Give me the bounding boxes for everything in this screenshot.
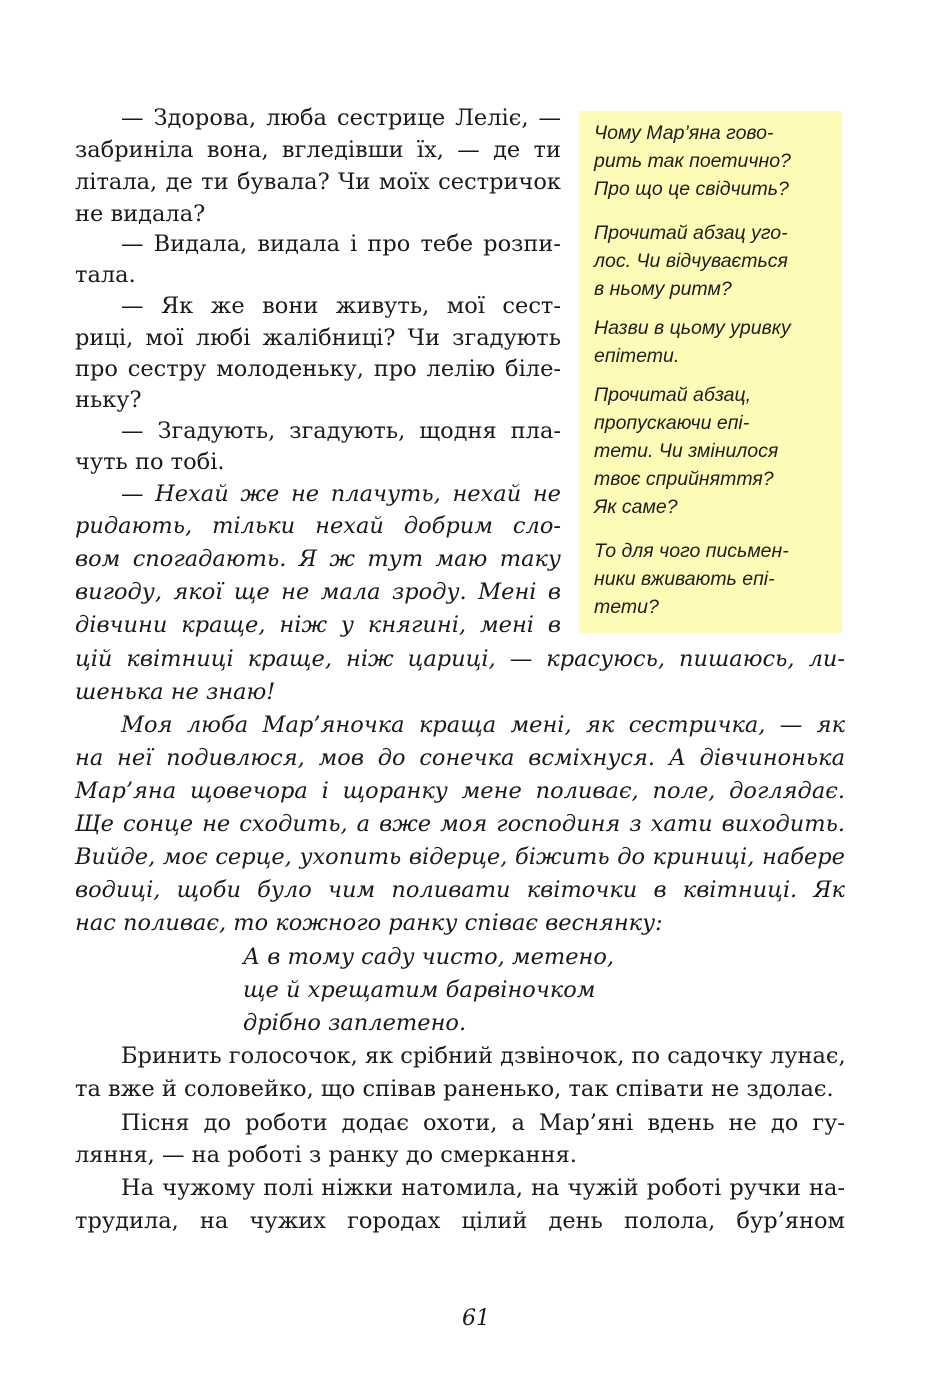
text-line: вигоду, якої ще не мала зроду. Мені в <box>75 579 561 605</box>
sidebar-line: Назви в цьому уривку <box>594 317 791 339</box>
text-line: Вийде, моє серце, ухопить відерце, біжить до криниці, набере <box>75 844 845 870</box>
text-line: Пісня до роботи додає охоти, а Мар’яні вдень не до гу- <box>121 1110 845 1136</box>
text-line: трудила, на чужих городах цілий день полола, бур’яном <box>75 1208 845 1234</box>
text-line: не видала? <box>75 201 206 227</box>
text-line: ляння, — на роботі з ранку до смеркання. <box>75 1142 577 1168</box>
text-line: водиці, щоби було чим поливати квіточки в квітниці. Як <box>75 877 845 903</box>
sidebar-line: лос. Чи відчувається <box>594 250 788 272</box>
verse-line: дрібно заплетено. <box>243 1010 467 1036</box>
text-line: — Як же вони живуть, мої сест- <box>121 293 561 319</box>
text-line: — Видала, видала і про тебе розпи- <box>121 231 561 257</box>
text-line: риці, мої любі жалібниці? Чи згадують <box>75 325 561 351</box>
text-line: — Нехай же не плачуть, нехай не <box>121 481 561 507</box>
text-line: тала. <box>75 262 136 288</box>
text-line: цій квітниці краще, ніж цариці, — красуюсь, пишаюсь, ли- <box>75 646 845 672</box>
sidebar-line: Як саме? <box>594 496 678 518</box>
text-line: та вже й соловейко, що співав раненько, так співати не здолає. <box>75 1076 834 1102</box>
text-line: ньку? <box>75 387 142 413</box>
sidebar-line: епітети. <box>594 345 680 367</box>
sidebar-line: Прочитай абзац, <box>594 384 752 406</box>
sidebar-line: тети? <box>594 596 659 618</box>
sidebar-line: Чому Мар’яна гово- <box>594 122 774 144</box>
questions-sidebar <box>579 111 842 633</box>
verse-line: А в тому саду чисто, метено, <box>243 944 615 970</box>
text-line: забриніла вона, вгледівши їх, — де ти <box>75 137 561 163</box>
sidebar-line: рить так поетично? <box>594 150 791 172</box>
text-line: про сестру молоденьку, про лелію біле- <box>75 356 561 382</box>
sidebar-line: в ньому ритм? <box>594 278 732 300</box>
page-number: 61 <box>462 1306 490 1331</box>
text-line: — Здорова, люба сестрице Леліє, — <box>121 105 561 131</box>
text-line: ридають, тільки нехай добрим сло- <box>75 513 561 539</box>
text-line: Бринить голосочок, як срібний дзвіночок, по садочку лунає, <box>121 1043 846 1069</box>
text-line: дівчини краще, ніж у княгині, мені в <box>75 612 561 638</box>
sidebar-line: твоє сприйняття? <box>594 468 774 490</box>
text-line: Ще сонце не сходить, а вже моя господиня з хати виходить. <box>75 811 845 837</box>
text-line: нас поливає, то кожного ранку співає веснянку: <box>75 910 663 936</box>
text-line: літала, де ти бувала? Чи моїх сестричок <box>75 169 561 195</box>
sidebar-line: тети. Чи змінилося <box>594 440 779 462</box>
sidebar-line: То для чого письмен- <box>594 540 789 562</box>
text-line: — Згадують, згадують, щодня пла- <box>121 418 561 444</box>
text-line: вом спогадають. Я ж тут маю таку <box>75 546 561 572</box>
text-line: Мар’яна щовечора і щоранку мене поливає, поле, доглядає. <box>75 778 845 804</box>
text-line: На чужому полі ніжки натомила, на чужій роботі ручки на- <box>121 1175 845 1201</box>
text-line: чуть по тобі. <box>75 449 225 475</box>
sidebar-line: ники вживають епі- <box>594 568 775 590</box>
sidebar-line: Прочитай абзац уго- <box>594 222 788 244</box>
text-line: на неї подивлюся, мов до сонечка всміхнуся. А дівчинонька <box>75 745 845 771</box>
sidebar-line: пропускаючи епі- <box>594 412 750 434</box>
text-line: шенька не знаю! <box>75 679 276 705</box>
verse-line: ще й хрещатим барвіночком <box>243 977 596 1003</box>
sidebar-line: Про що це свідчить? <box>594 178 789 200</box>
text-line: Моя люба Мар’яночка краща мені, як сестричка, — як <box>121 712 845 738</box>
